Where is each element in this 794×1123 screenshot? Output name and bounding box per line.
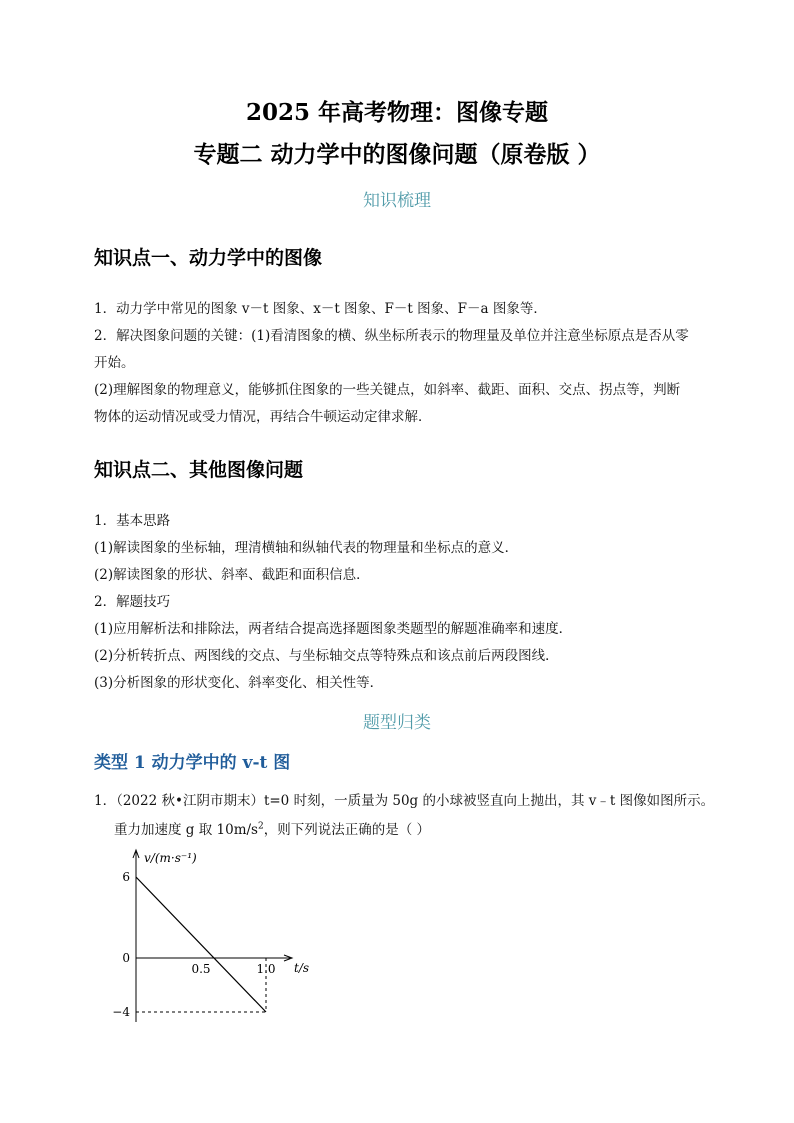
- x-tick-label: 1.0: [256, 962, 276, 976]
- point1-line-5: 物体的运动情况或受力情况，再结合牛顿运动定律求解．: [94, 409, 432, 425]
- point2-line-4: 2．解题技巧: [94, 594, 171, 610]
- type-1-title: 类型 1 动力学中的 v-t 图: [94, 753, 291, 773]
- knowledge-point-1-title: 知识点一、动力学中的图像: [94, 247, 323, 269]
- x-axis-label: t/s: [294, 961, 310, 975]
- document-title: 2025 年高考物理：图像专题: [245, 99, 549, 126]
- y-tick-label: −4: [112, 1005, 130, 1019]
- document-subtitle: 专题二 动力学中的图像问题（原卷版 ）: [193, 141, 601, 168]
- y-tick-label: 0: [122, 951, 130, 965]
- question-1-text-b: ，则下列说法正确的是（ ）: [263, 822, 431, 838]
- x-tick-label: 0.5: [191, 962, 211, 976]
- point2-line-7: (3)分析图象的形状变化、斜率变化、相关性等．: [94, 675, 384, 691]
- question-1-text-a: 重力加速度 g 取 10m/s: [114, 822, 258, 838]
- point2-line-6: (2)分析转折点、两图线的交点、与坐标轴交点等特殊点和该点前后两段图线．: [94, 648, 559, 664]
- knowledge-point-2-title: 知识点二、其他图像问题: [94, 459, 304, 481]
- question-1-line-1: 1．（2022 秋•江阴市期末）t=0 时刻，一质量为 50g 的小球被竖直向上抛出，其 v﹣t 图像如图所示。: [94, 793, 715, 809]
- question-1-exponent: 2: [257, 821, 264, 832]
- point1-line-4: (2)理解图象的物理意义，能够抓住图象的一些关键点，如斜率、截距、面积、交点、拐点等，判断: [94, 382, 681, 398]
- y-tick-label: 6: [122, 870, 130, 884]
- point1-line-2: 2．解决图象问题的关键：(1)看清图象的横、纵坐标所表示的物理量及单位并注意坐标原点是否从零: [94, 328, 689, 344]
- point2-line-1: 1．基本思路: [94, 513, 171, 529]
- point1-line-3: 开始。: [94, 355, 135, 371]
- point2-line-2: (1)解读图象的坐标轴，理清横轴和纵轴代表的物理量和坐标点的意义．: [94, 540, 519, 556]
- vt-chart: [108, 846, 328, 1026]
- velocity-line: [136, 877, 266, 1012]
- knowledge-review-heading: 知识梳理: [363, 191, 431, 211]
- y-axis-label: v/(m·s⁻¹): [144, 851, 197, 865]
- classification-heading: 题型归类: [363, 713, 431, 733]
- point2-line-3: (2)解读图象的形状、斜率、截距和面积信息．: [94, 567, 370, 583]
- question-1-line-2: [114, 818, 430, 838]
- point2-line-5: (1)应用解析法和排除法，两者结合提高选择题图象类题型的解题准确率和速度．: [94, 621, 573, 637]
- point1-line-1: 1．动力学中常见的图象 v－t 图象、x－t 图象、F－t 图象、F－a 图象等．: [94, 301, 547, 317]
